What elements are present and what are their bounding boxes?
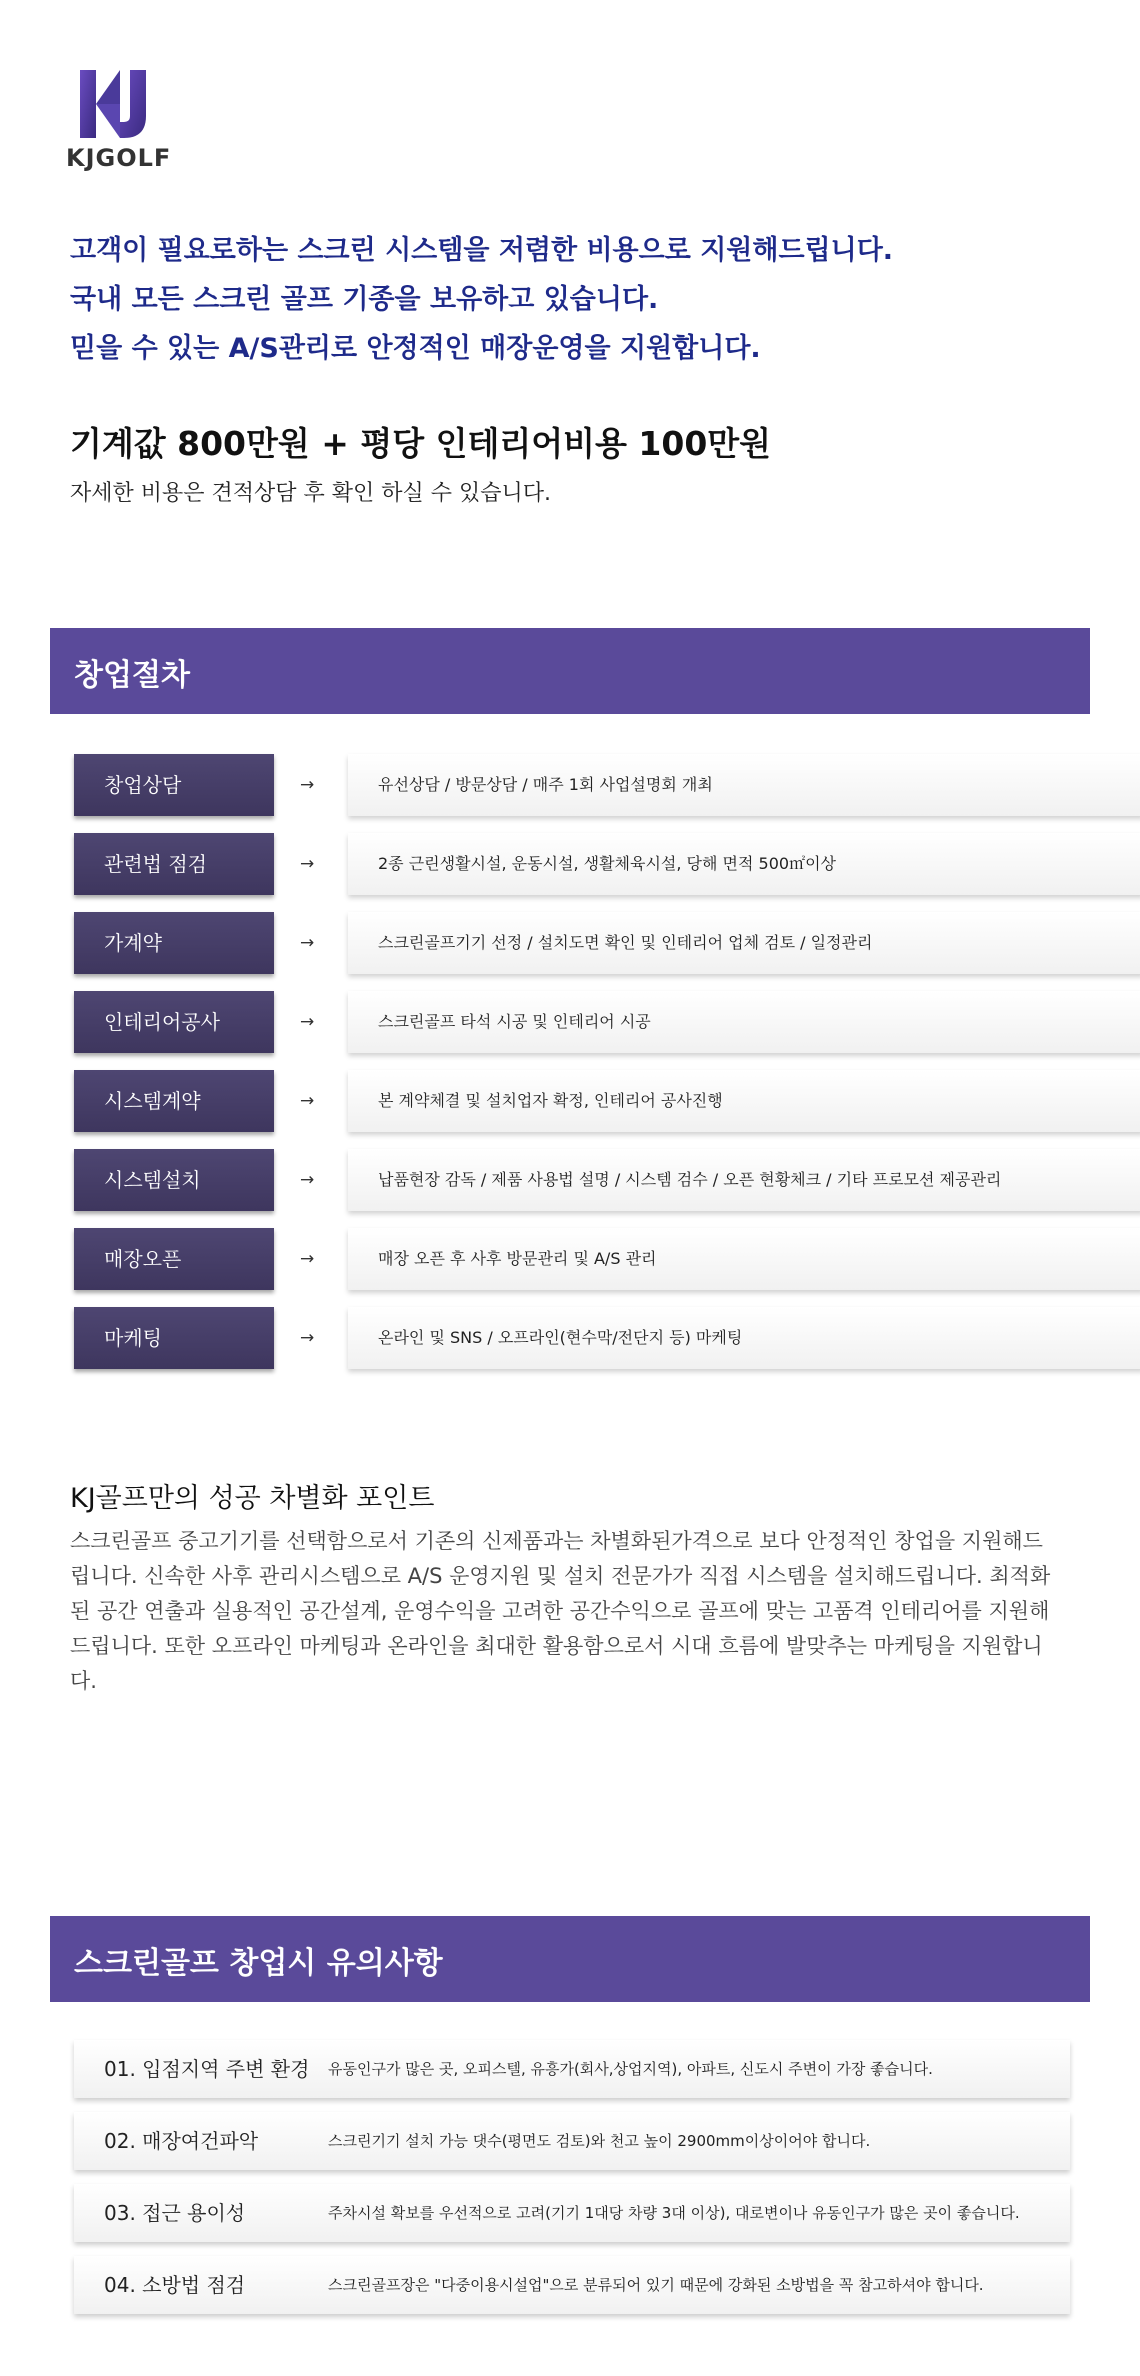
caution-description: 스크린기기 설치 가능 댓수(평면도 검토)와 천고 높이 2900mm이상이어야 합니다.	[328, 2132, 871, 2150]
step-description: 본 계약체결 및 설치업자 확정, 인테리어 공사진행	[348, 1070, 1140, 1132]
price-headline: 기계값 800만원 + 평당 인테리어비용 100만원	[70, 424, 772, 463]
procedure-step	[74, 991, 1070, 1053]
step-description: 납품현장 감독 / 제품 사용법 설명 / 시스템 검수 / 오픈 현황체크 / 기타 프로모션 제공관리	[348, 1149, 1140, 1211]
step-label: 창업상담	[74, 754, 274, 816]
points-title: KJ골프만의 성공 차별화 포인트	[70, 1483, 435, 1514]
step-label: 시스템설치	[74, 1149, 274, 1211]
caution-item	[74, 2256, 1070, 2314]
cautions-section-header	[50, 1916, 1090, 2002]
procedure-step	[74, 1149, 1070, 1211]
procedure-steps	[74, 754, 1070, 1386]
caution-title: 01. 입점지역 주변 환경	[104, 2057, 310, 2081]
procedure-step	[74, 912, 1070, 974]
step-description: 매장 오픈 후 사후 방문관리 및 A/S 관리	[348, 1228, 1140, 1290]
step-label: 매장오픈	[74, 1228, 274, 1290]
caution-description: 유동인구가 많은 곳, 오피스텔, 유흥가(회사,상업지역), 아파트, 신도시 주변이 가장 좋습니다.	[328, 2060, 933, 2078]
step-description: 유선상담 / 방문상담 / 매주 1회 사업설명회 개최	[348, 754, 1140, 816]
arrow-icon: →	[300, 1091, 315, 1111]
step-description: 2종 근린생활시설, 운동시설, 생활체육시설, 당해 면적 500㎡이상	[348, 833, 1140, 895]
arrow-icon: →	[300, 1012, 315, 1032]
step-description: 스크린골프 타석 시공 및 인테리어 시공	[348, 991, 1140, 1053]
step-label: 관련법 점검	[74, 833, 274, 895]
cautions-title: 스크린골프 창업시 유의사항	[74, 1946, 443, 1981]
procedure-title: 창업절차	[74, 658, 190, 693]
intro-block	[70, 226, 893, 373]
procedure-step	[74, 833, 1070, 895]
arrow-icon: →	[300, 775, 315, 795]
step-label: 마케팅	[74, 1307, 274, 1369]
points-body: 스크린골프 중고기기를 선택함으로서 기존의 신제품과는 차별화된가격으로 보다 안정적인 창업을 지원해드립니다. 신속한 사후 관리시스템으로 A/S 운영지원 및 설치 전문가가 직접 시스템을 설치해드립니다. 최적화된 공간 연출과 실용적인 공간설계, 운영수익을 고려한 공간수익으로 골프에 맞는 고품격 인테리어를 지원해드립니다. 또한 오프라인 마케팅과 온라인을 최대한 활용함으로서 시대 흐름에 발맞추는 마케팅을 지원합니다.	[70, 1529, 1051, 1693]
step-label: 가계약	[74, 912, 274, 974]
kj-logo-icon	[80, 70, 166, 138]
caution-item	[74, 2184, 1070, 2242]
procedure-step	[74, 1070, 1070, 1132]
step-description: 온라인 및 SNS / 오프라인(현수막/전단지 등) 마케팅	[348, 1307, 1140, 1369]
procedure-step	[74, 1307, 1070, 1369]
intro-line: 고객이 필요로하는 스크린 시스템을 저렴한 비용으로 지원해드립니다.	[70, 235, 894, 266]
arrow-icon: →	[300, 1328, 315, 1348]
caution-title: 03. 접근 용이성	[104, 2201, 246, 2225]
cautions-list	[74, 2040, 1070, 2328]
brand-logo	[66, 70, 178, 172]
arrow-icon: →	[300, 1170, 315, 1190]
procedure-step	[74, 1228, 1070, 1290]
procedure-step	[74, 754, 1070, 816]
caution-description: 스크린골프장은 "다중이용시설업"으로 분류되어 있기 때문에 강화된 소방법을 꼭 참고하셔야 합니다.	[328, 2276, 984, 2294]
caution-item	[74, 2040, 1070, 2098]
caution-title: 04. 소방법 점검	[104, 2273, 246, 2297]
intro-line: 믿을 수 있는 A/S관리로 안정적인 매장운영을 지원합니다.	[70, 333, 761, 364]
step-label: 인테리어공사	[74, 991, 274, 1053]
caution-title: 02. 매장여건파악	[104, 2129, 259, 2153]
intro-line: 국내 모든 스크린 골프 기종을 보유하고 있습니다.	[70, 284, 659, 315]
arrow-icon: →	[300, 1249, 315, 1269]
step-description: 스크린골프기기 선정 / 설치도면 확인 및 인테리어 업체 검토 / 일정관리	[348, 912, 1140, 974]
procedure-section-header	[50, 628, 1090, 714]
step-label: 시스템계약	[74, 1070, 274, 1132]
price-note: 자세한 비용은 견적상담 후 확인 하실 수 있습니다.	[70, 481, 551, 506]
brand-name: KJGOLF	[66, 144, 172, 172]
arrow-icon: →	[300, 933, 315, 953]
caution-item	[74, 2112, 1070, 2170]
caution-description: 주차시설 확보를 우선적으로 고려(기기 1대당 차량 3대 이상), 대로변이나 유동인구가 많은 곳이 좋습니다.	[328, 2204, 1020, 2222]
arrow-icon: →	[300, 854, 315, 874]
